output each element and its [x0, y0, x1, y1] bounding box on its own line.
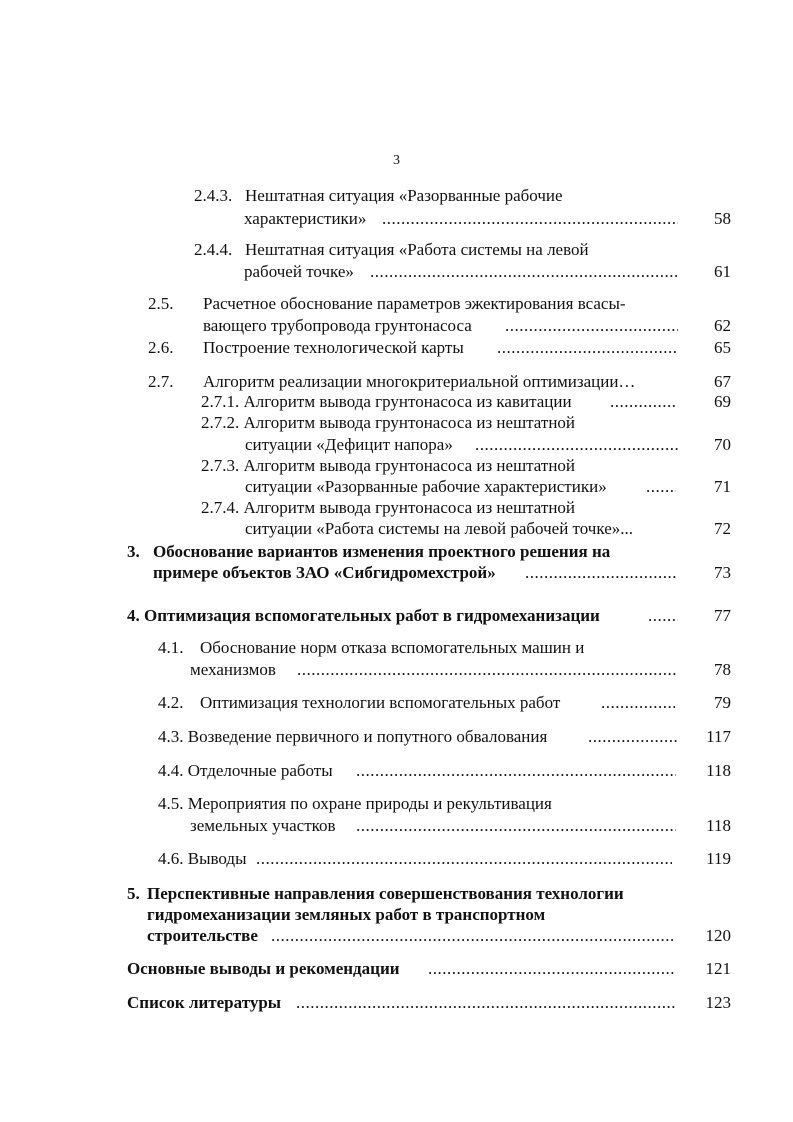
toc-title: Расчетное обоснование параметров эжектирования всасы-	[203, 294, 626, 313]
toc-title: Нештатная ситуация «Работа системы на левой	[245, 240, 589, 259]
toc-leader	[271, 926, 676, 946]
toc-title: Оптимизация технологии вспомогательных работ	[200, 693, 561, 712]
toc-page: 69	[714, 392, 731, 411]
toc-title: 4.3. Возведение первичного и попутного обвалования	[158, 727, 548, 746]
toc-page: 118	[706, 761, 731, 780]
toc-number: 4.1.	[158, 638, 184, 657]
toc-number: 2.7.	[148, 372, 174, 391]
toc-number: 2.5.	[148, 294, 174, 313]
toc-number: 2.6.	[148, 338, 174, 357]
toc-number: 3.	[127, 542, 140, 561]
toc-leader	[296, 993, 676, 1013]
toc-number: 2.4.4.	[194, 240, 233, 259]
toc-number: 4.2.	[158, 693, 184, 712]
toc-leader	[356, 816, 676, 836]
toc-leader	[297, 660, 678, 680]
toc-title: 2.7.1. Алгоритм вывода грунтонасоса из кавитации	[201, 392, 572, 411]
toc-title-cont: механизмов	[190, 660, 276, 679]
toc-page: 77	[714, 606, 731, 625]
toc-title: 4.5. Мероприятия по охране природы и рекультивация	[158, 794, 552, 813]
toc-leader	[382, 209, 678, 229]
toc-page: 73	[714, 563, 731, 582]
toc-title-cont: характеристики»	[244, 209, 367, 228]
toc-leader	[610, 392, 676, 412]
toc-title: 2.7.2. Алгоритм вывода грунтонасоса из нештатной	[201, 413, 576, 432]
toc-title-cont: ситуации «Работа системы на левой рабочей точке»...	[245, 519, 633, 538]
toc-page: 67	[714, 372, 731, 391]
toc-title: Обоснование норм отказа вспомогательных машин и	[200, 638, 585, 657]
toc-title-cont: ситуации «Разорванные рабочие характеристики»	[245, 477, 607, 496]
toc-page: 70	[714, 435, 731, 454]
toc-leader	[256, 849, 672, 869]
toc-page: 71	[714, 477, 731, 496]
toc-leader	[601, 693, 675, 713]
toc-title-cont: ситуации «Дефицит напора»	[245, 435, 453, 454]
toc-leader	[475, 435, 678, 455]
page-number: 3	[393, 153, 400, 168]
toc-page: 118	[706, 816, 731, 835]
toc-page: 58	[714, 209, 731, 228]
toc-leader	[648, 606, 678, 626]
toc-title: Список литературы	[127, 993, 282, 1012]
toc-page: 121	[705, 959, 731, 978]
toc-title: Алгоритм реализации многокритериальной оптимизации…	[203, 372, 636, 391]
toc-leader	[588, 727, 678, 747]
toc-page: 62	[714, 316, 731, 335]
toc-leader	[370, 262, 678, 282]
toc-leader	[428, 959, 676, 979]
toc-title: Построение технологической карты	[203, 338, 464, 357]
toc-page: 61	[714, 262, 731, 281]
toc-page: 78	[714, 660, 731, 679]
toc-page: 72	[714, 519, 731, 538]
toc-leader	[525, 563, 676, 583]
toc-title-cont: гидромеханизации земляных работ в транспортном	[147, 905, 546, 924]
toc-page: 123	[705, 993, 731, 1012]
toc-leader	[497, 338, 676, 358]
toc-title-cont: вающего трубопровода грунтонасоса	[203, 316, 472, 335]
toc-title: 4.6. Выводы	[158, 849, 247, 868]
toc-page: 120	[705, 926, 731, 945]
toc-title: 4. Оптимизация вспомогательных работ в гидромеханизации	[127, 606, 600, 625]
toc-page: 65	[714, 338, 731, 357]
toc-title-cont: строительстве	[147, 926, 258, 945]
toc-number: 2.4.3.	[194, 186, 233, 205]
toc-title: 4.4. Отделочные работы	[158, 761, 333, 780]
toc-title: 2.7.4. Алгоритм вывода грунтонасоса из нештатной	[201, 498, 576, 517]
toc-leader	[505, 316, 678, 336]
toc-title-cont: земельных участков	[190, 816, 336, 835]
toc-title: Основные выводы и рекомендации	[127, 959, 400, 978]
toc-page: 79	[714, 693, 731, 712]
toc-leader	[646, 477, 676, 497]
toc-title: Нештатная ситуация «Разорванные рабочие	[245, 186, 563, 205]
toc-page: 117	[706, 727, 731, 746]
toc-leader	[356, 761, 676, 781]
toc-title: Перспективные направления совершенствования технологии	[147, 884, 624, 903]
toc-number: 5.	[127, 884, 140, 903]
toc-title: 2.7.3. Алгоритм вывода грунтонасоса из нештатной	[201, 456, 576, 475]
toc-title-cont: примере объектов ЗАО «Сибгидромехстрой»	[153, 563, 496, 582]
toc-page: 119	[706, 849, 731, 868]
toc-title: Обоснование вариантов изменения проектного решения на	[153, 542, 611, 561]
toc-title-cont: рабочей точке»	[244, 262, 354, 281]
